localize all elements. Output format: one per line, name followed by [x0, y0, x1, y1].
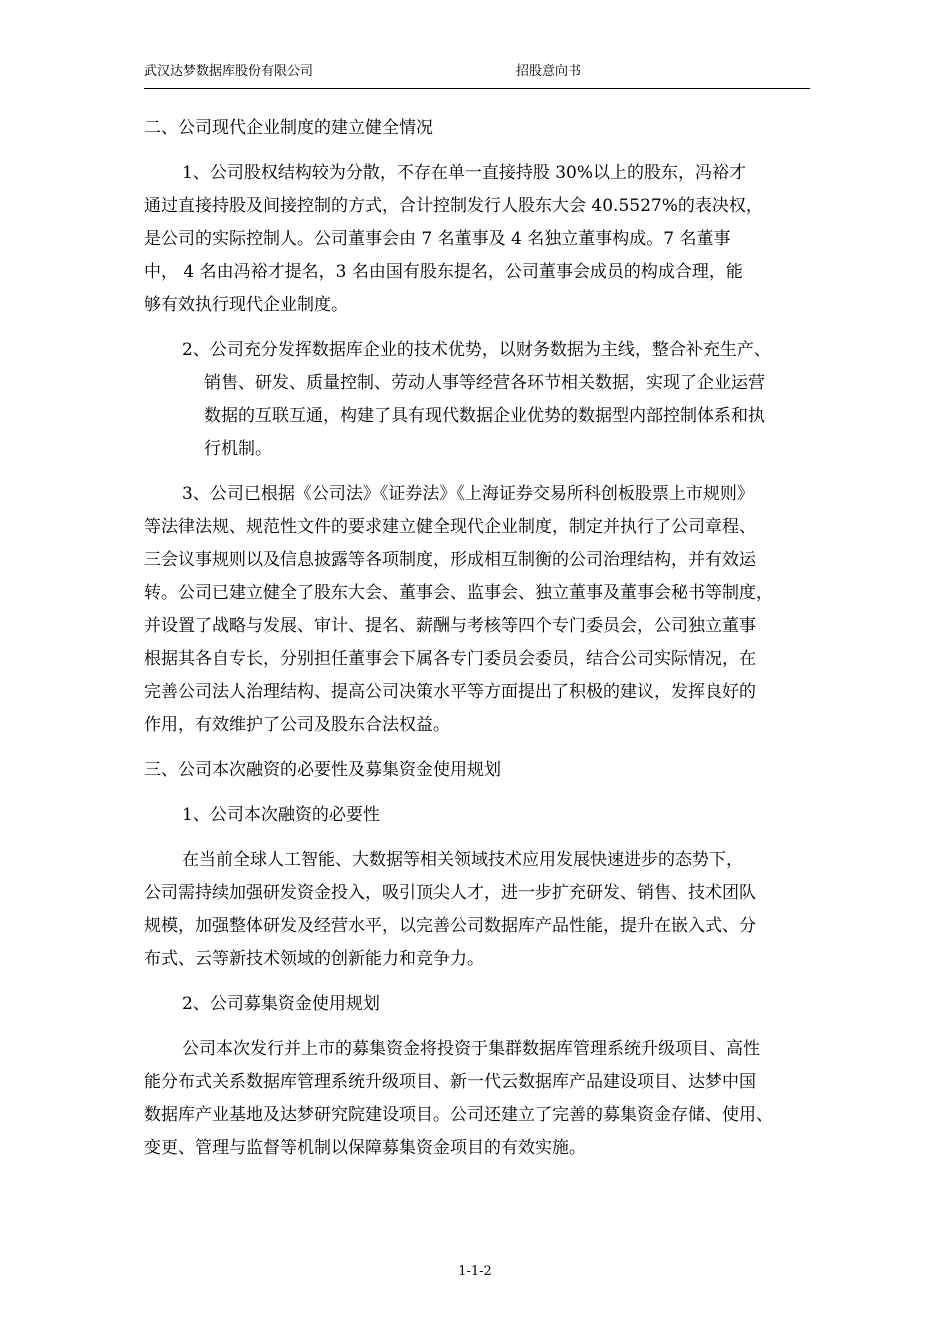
text-line: 公司需持续加强研发资金投入，吸引顶尖人才，进一步扩充研发、销售、技术团队	[144, 883, 756, 903]
text-line: 完善公司法人治理结构、提高公司决策水平等方面提出了积极的建议，发挥良好的	[144, 682, 756, 702]
section3-subheading-2: 2、公司募集资金使用规划	[182, 994, 380, 1014]
text-line: 三会议事规则以及信息披露等各项制度，形成相互制衡的公司治理结构，并有效运	[144, 550, 756, 570]
text-line: 在当前全球人工智能、大数据等相关领域技术应用发展快速进步的态势下，	[182, 850, 743, 870]
text-line: 布式、云等新技术领域的创新能力和竞争力。	[144, 949, 484, 969]
header-document-title: 招股意向书	[516, 64, 582, 79]
text-line: 销售、研发、质量控制、劳动人事等经营各环节相关数据，实现了企业运营	[204, 373, 765, 393]
header-company-name: 武汉达梦数据库股份有限公司	[144, 64, 314, 79]
document-body	[144, 112, 844, 1177]
section3-heading: 三、公司本次融资的必要性及募集资金使用规划	[144, 760, 501, 780]
text-line: 1、公司股权结构较为分散，不存在单一直接持股 30%以上的股东，冯裕才	[182, 163, 747, 183]
text-line: 数据库产业基地及达梦研究院建设项目。公司还建立了完善的募集资金存储、使用、	[144, 1105, 773, 1125]
section2-paragraph-2	[144, 334, 844, 466]
text-line: 能分布式关系数据库管理系统升级项目、新一代云数据库产品建设项目、达梦中国	[144, 1072, 756, 1092]
section3-subheading-1: 1、公司本次融资的必要性	[182, 805, 380, 825]
text-line: 行机制。	[204, 439, 272, 459]
page-number: 1-1-2	[458, 1264, 492, 1279]
text-line: 2、公司充分发挥数据库企业的技术优势，以财务数据为主线，整合补充生产、	[182, 340, 771, 360]
text-line: 够有效执行现代企业制度。	[144, 295, 348, 315]
text-line: 变更、管理与监督等机制以保障募集资金项目的有效实施。	[144, 1138, 586, 1158]
section2-heading: 二、公司现代企业制度的建立健全情况	[144, 118, 433, 138]
text-line: 公司本次发行并上市的募集资金将投资于集群数据库管理系统升级项目、高性	[182, 1039, 760, 1059]
section2-paragraph-1	[144, 157, 844, 322]
text-line: 作用，有效维护了公司及股东合法权益。	[144, 715, 450, 735]
text-line: 等法律法规、规范性文件的要求建立健全现代企业制度，制定并执行了公司章程、	[144, 517, 756, 537]
text-line: 数据的互联互通，构建了具有现代数据企业优势的数据型内部控制体系和执	[204, 406, 765, 426]
text-line: 根据其各自专长，分别担任董事会下属各专门委员会委员，结合公司实际情况，在	[144, 649, 756, 669]
text-line: 是公司的实际控制人。公司董事会由 7 名董事及 4 名独立董事构成。7 名董事	[144, 229, 731, 249]
text-line: 转。公司已建立健全了股东大会、董事会、监事会、独立董事及董事会秘书等制度，	[144, 583, 773, 603]
section3-paragraph-1	[144, 844, 844, 976]
text-line: 规模，加强整体研发及经营水平，以完善公司数据库产品性能，提升在嵌入式、分	[144, 916, 756, 936]
section2-paragraph-3	[144, 478, 844, 742]
page-header	[144, 60, 810, 89]
section3-paragraph-2	[144, 1033, 844, 1165]
text-line: 通过直接持股及间接控制的方式，合计控制发行人股东大会 40.5527%的表决权，	[144, 196, 763, 216]
text-line: 并设置了战略与发展、审计、提名、薪酬与考核等四个专门委员会，公司独立董事	[144, 616, 756, 636]
text-line: 3、公司已根据《公司法》《证券法》《上海证券交易所科创板股票上市规则》	[182, 484, 754, 504]
text-line: 中， 4 名由冯裕才提名，3 名由国有股东提名，公司董事会成员的构成合理，能	[144, 262, 743, 282]
